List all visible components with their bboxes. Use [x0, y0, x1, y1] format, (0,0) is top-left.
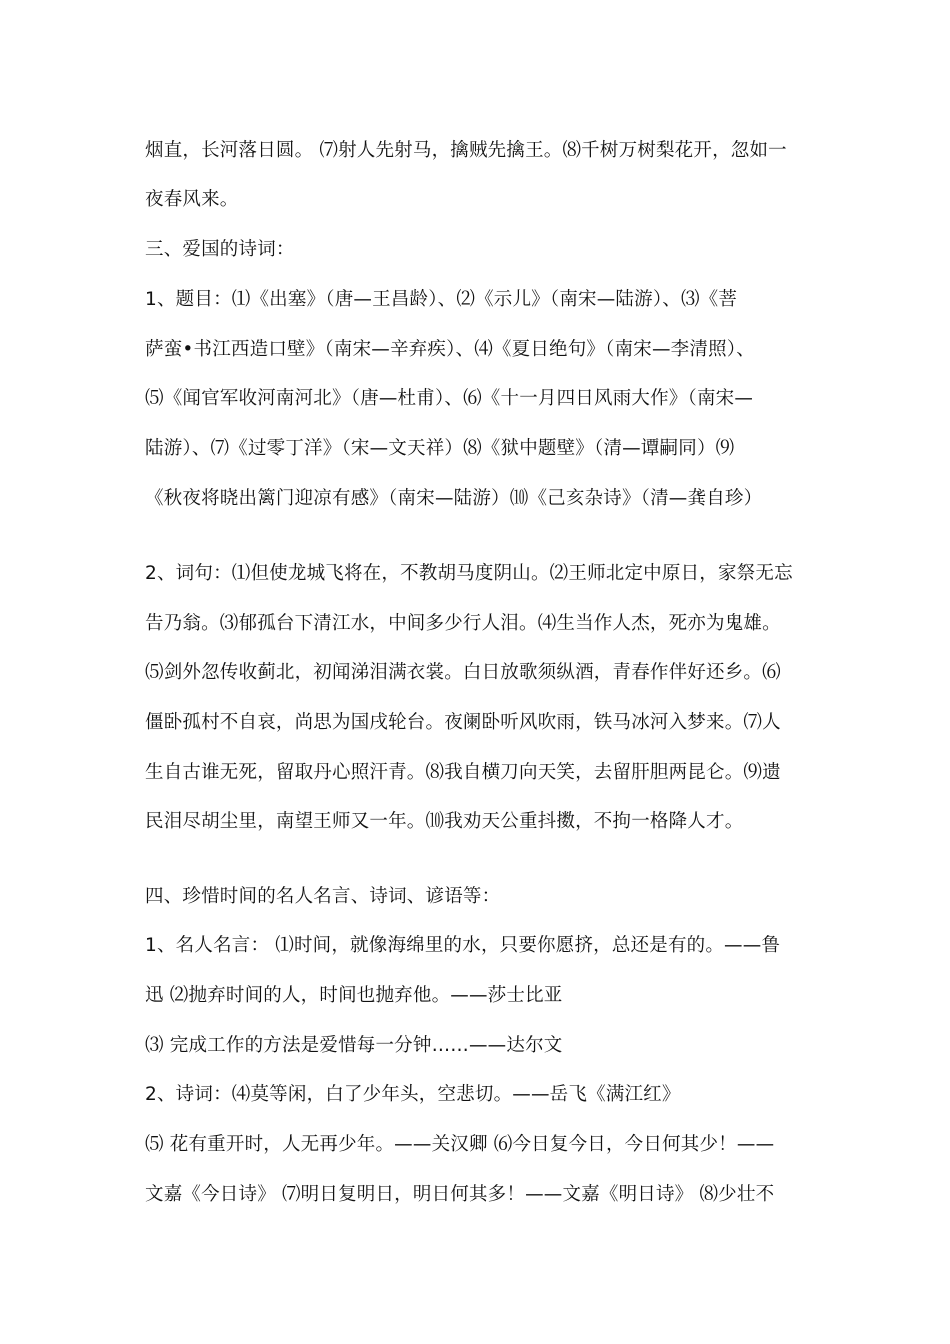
text-line: 僵卧孤村不自哀，尚思为国戌轮台。夜阑卧听风吹雨，铁马冰河入梦来。⑺人: [145, 712, 781, 733]
text-line: 文嘉《今日诗》 ⑺明日复明日，明日何其多！——文嘉《明日诗》 ⑻少壮不: [145, 1184, 775, 1205]
text-line: 2、词句：⑴但使龙城飞将在，不教胡马度阴山。⑵王师北定中原日，家祭无忘: [145, 563, 793, 584]
text-line: ⑸《闻官军收河南河北》（唐—杜甫）、⑹《十一月四日风雨大作》（南宋—: [145, 388, 754, 409]
text-line: 萨蛮•书江西造口壁》（南宋—辛弃疾）、⑷《夏日绝句》（南宋—李清照）、: [145, 339, 755, 360]
section-heading: 三、爱国的诗词：: [145, 239, 295, 260]
text-line: 2、诗词：⑷莫等闲，白了少年头，空悲切。——岳飞《满江红》: [145, 1084, 681, 1105]
text-line: 夜春风来。: [145, 189, 239, 210]
text-line: 1、题目：⑴《出塞》（唐—王昌龄）、⑵《示儿》（南宋—陆游）、⑶《菩: [145, 289, 738, 310]
text-line: ⑸剑外忽传收蓟北，初闻涕泪满衣裳。白日放歌须纵酒，青春作伴好还乡。⑹: [145, 662, 781, 683]
text-line: 生自古谁无死，留取丹心照汗青。⑻我自横刀向天笑，去留肝胆两昆仑。⑼遗: [145, 762, 781, 783]
text-line: ⑶ 完成工作的方法是爱惜每一分钟……——达尔文: [145, 1035, 563, 1056]
text-line: 告乃翁。⑶郁孤台下清江水，中间多少行人泪。⑷生当作人杰，死亦为鬼雄。: [145, 613, 781, 634]
text-line: ⑸ 花有重开时，人无再少年。——关汉卿 ⑹今日复今日，今日何其少！——: [145, 1134, 775, 1155]
text-line: 《秋夜将晓出篱门迎凉有感》（南宋—陆游）⑽《己亥杂诗》（清—龚自珍）: [145, 488, 763, 509]
text-line: 1、名人名言： ⑴时间，就像海绵里的水，只要你愿挤，总还是有的。——鲁: [145, 935, 781, 956]
text-line: 烟直，长河落日圆。 ⑺射人先射马，擒贼先擒王。⑻千树万树梨花开，忽如一: [145, 140, 787, 161]
text-line: 陆游）、⑺《过零丁洋》（宋—文天祥）⑻《狱中题壁》（清—谭嗣同）⑼: [145, 438, 735, 459]
text-line: 民泪尽胡尘里，南望王师又一年。⑽我劝天公重抖擞，不拘一格降人才。: [145, 811, 744, 832]
text-line: 迅 ⑵抛弃时间的人，时间也抛弃他。——莎士比亚: [145, 985, 563, 1006]
section-heading: 四、珍惜时间的名人名言、诗词、谚语等：: [145, 886, 501, 907]
